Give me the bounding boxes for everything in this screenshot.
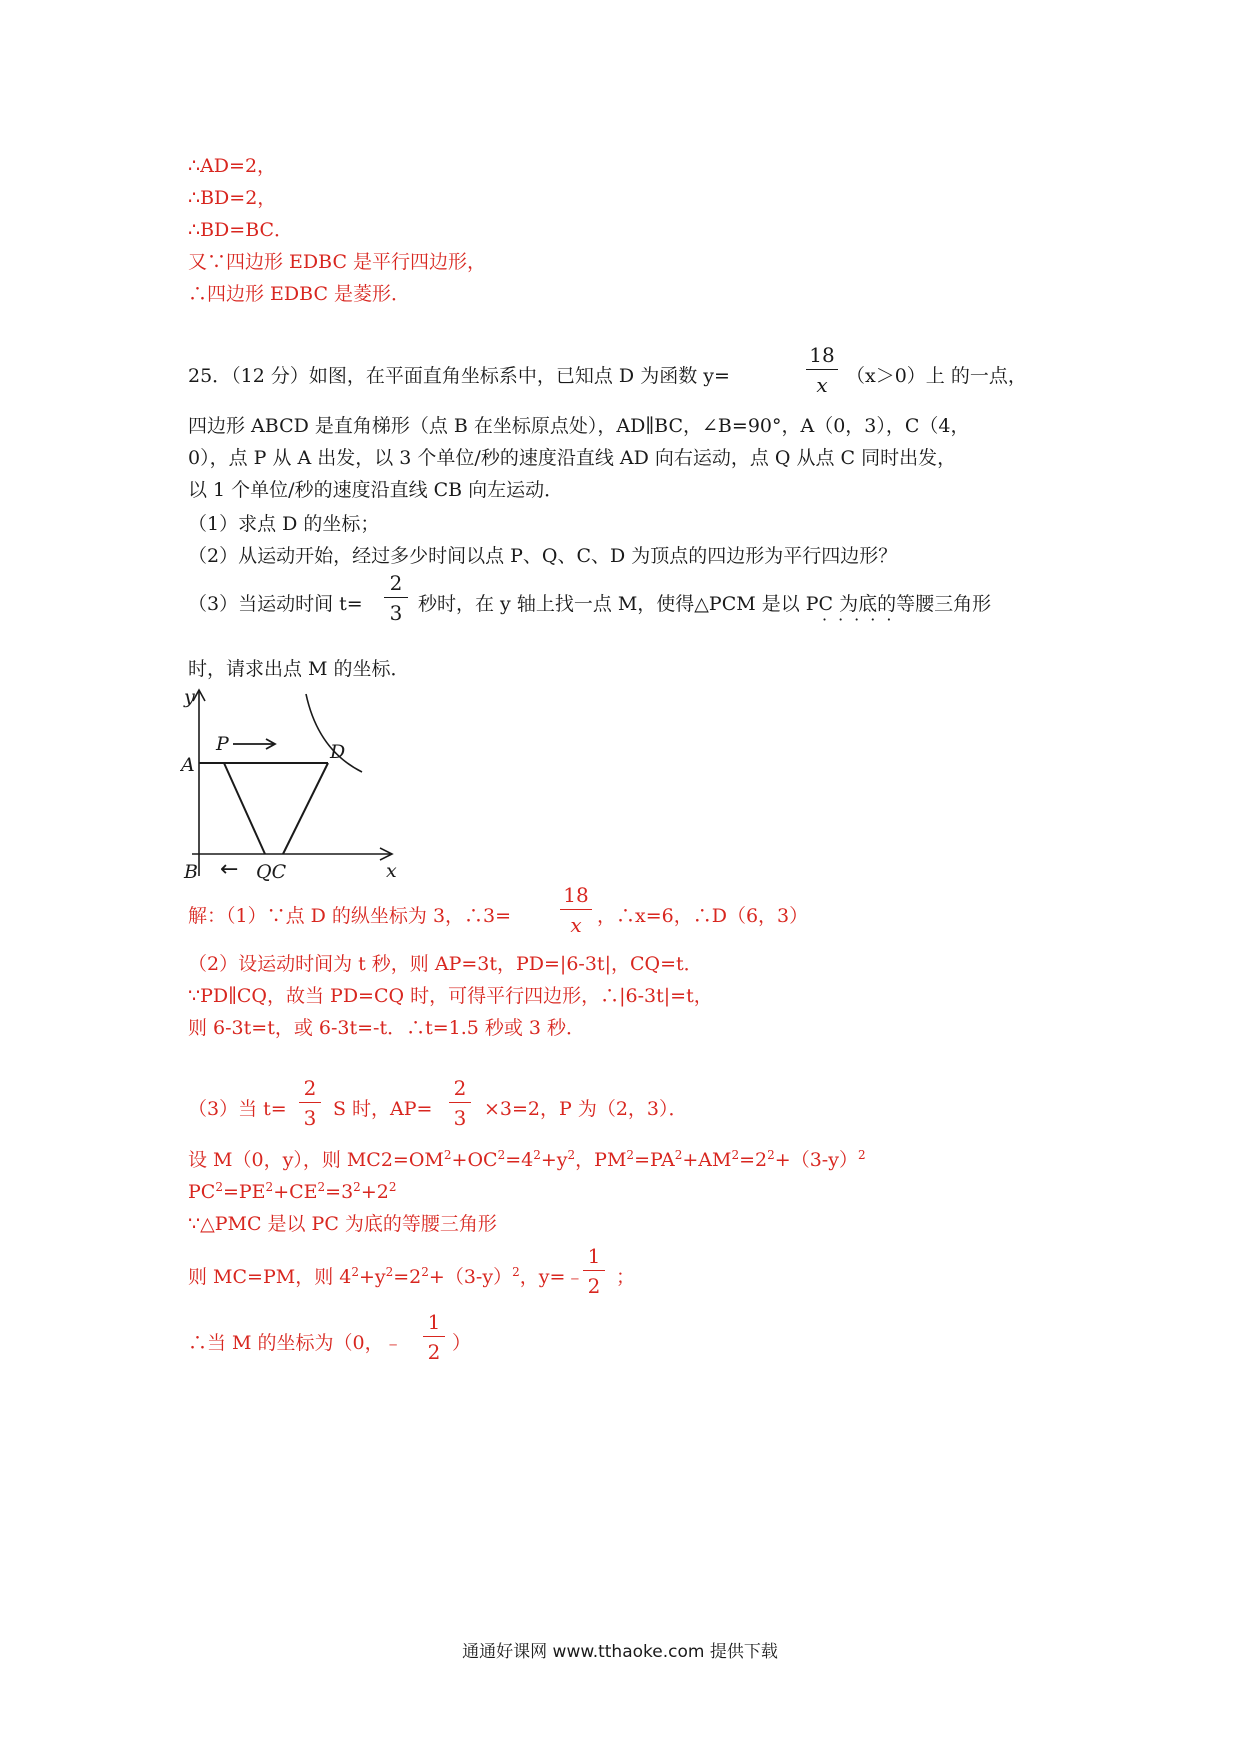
arrow-left-icon: ← [220,857,239,882]
prev-solution-line-4: 又∵四边形 EDBC 是平行四边形， [188,251,487,273]
solution-line-1: 解：（1）∵点 D 的纵坐标为 3，∴3= [188,905,512,927]
fraction-denominator: 3 [303,1106,317,1130]
solution-line-10: ∴当 M 的坐标为（0，﹣ [188,1332,403,1354]
label-x: x [386,860,397,882]
solution-line-4: 则 6-3t=t，或 6-3t=-t．∴t=1.5 秒或 3 秒． [188,1017,586,1039]
solution-line-5: （3）当 t= [188,1098,287,1120]
fraction-18-over-x [560,884,592,936]
fraction-2-over-3-b [449,1077,471,1129]
solution-line-6: 设 M（0，y），则 $MC2=OM^2+OC^2=4^2+y^2$，$PM^2=PA^2+AM^2=2^2+(3-y)^2$ [188,1148,866,1171]
problem-line-3: 0），点 P 从 A 出发，以 3 个单位/秒的速度沿直线 AD 向右运动，点 Q 从点 C 同时出发， [188,447,957,469]
label-qc: QC [256,861,287,883]
fraction-numerator: 18 [563,883,589,907]
solution-line-1-tail: ，∴x=6，∴D（6，3） [597,905,809,927]
solution-line-5-mid: S 时，AP= [333,1098,433,1120]
page-footer: 通通好课网 www.tthaoke.com 提供下载 [462,1642,778,1662]
label-d: D [330,741,346,763]
solution-line-2: （2）设运动时间为 t 秒，则 AP=3t，PD=|6-3t|，CQ=t． [188,953,703,975]
problem-line-1-text: 25．（12 分）如图，在平面直角坐标系中，已知点 D 为函数 y= [188,365,730,387]
label-p: P [216,733,229,755]
question-1: （1）求点 D 的坐标； [188,513,380,535]
solution-line-10-tail: ） [452,1332,472,1354]
fraction-2-over-3 [299,1077,321,1129]
fraction-numerator: 18 [809,343,835,367]
question-3-end: 时，请求出点 M 的坐标． [188,658,410,680]
fraction-2-over-3 [384,572,408,624]
solution-line-5-tail: ×3=2，P 为（2，3）． [484,1098,688,1120]
fraction-denominator: 2 [427,1340,441,1364]
fraction-denominator: 3 [453,1106,467,1130]
question-3-tail: 秒时，在 y 轴上找一点 M，使得△PCM 是以 PC 为底的等腰三角形 [418,593,992,615]
fraction-numerator: 2 [303,1076,317,1100]
fraction-denominator: x [570,913,582,937]
solution-line-9-tail: ； [616,1266,636,1288]
solution-line-3: ∵PD∥CQ，故当 PD=CQ 时，可得平行四边形，∴|6-3t|=t， [188,985,713,1007]
problem-line-1-tail: （x＞0）上 的一点， [846,365,1027,387]
fraction-numerator: 2 [389,571,403,595]
fraction-numerator: 1 [427,1310,441,1334]
prev-solution-line-5: ∴四边形 EDBC 是菱形． [188,283,411,305]
fraction-1-over-2-b [423,1311,445,1363]
solution-line-9: 则 MC=PM，则 $4^2+y^2=2^2+(3-y)^2$，y=﹣ [188,1265,585,1288]
problem-line-4: 以 1 个单位/秒的速度沿直线 CB 向左运动． [188,479,564,501]
label-a: A [181,754,195,776]
fraction-denominator: x [816,373,828,397]
coordinate-figure [180,684,405,884]
question-3: （3）当运动时间 t= [188,593,363,615]
label-y: y [184,686,195,708]
solution-line-8: ∵△PMC 是以 PC 为底的等腰三角形 [188,1213,497,1235]
solution-line-7: $PC^2=PE^2+CE^2=3^2+2^2$ [188,1180,397,1203]
question-2: （2）从运动开始，经过多少时间以点 P、Q、C、D 为顶点的四边形为平行四边形？ [188,545,898,567]
fraction-1-over-2 [583,1245,605,1297]
fraction-numerator: 2 [453,1076,467,1100]
label-b: B [184,861,198,883]
fraction-denominator: 2 [587,1274,601,1298]
fraction-18-over-x [806,344,838,396]
prev-solution-line-1: ∴AD=2， [188,155,277,177]
prev-solution-line-2: ∴BD=2， [188,187,277,209]
emphasis-dots: ····· [822,610,903,629]
prev-solution-line-3: ∴BD=BC． [188,219,294,241]
fraction-denominator: 3 [389,601,403,625]
problem-line-2: 四边形 ABCD 是直角梯形（点 B 在坐标原点处），AD∥BC，∠B=90°，A（0，3），C（4， [188,415,970,437]
problem-line-1 [188,363,730,389]
fraction-numerator: 1 [587,1244,601,1268]
